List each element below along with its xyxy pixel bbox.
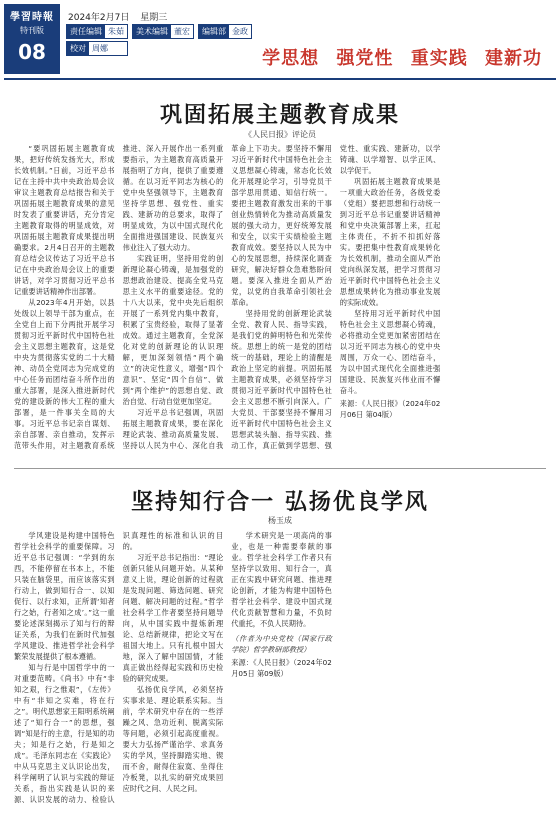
article-divider bbox=[14, 468, 546, 469]
paper-edition: 特刊版 bbox=[20, 26, 44, 35]
article2-source-note: 来源：《人民日报》（2024年02月05日 第09版） bbox=[231, 658, 332, 678]
article1-paragraph: 巩固拓展主题教育成果是一项重大政治任务，各级党委（党组）要把思想和行动统一到习近平总书记重要讲话精神和党中央决策部署上来，扛起主体责任，不折不扣抓好落实。要把集中性教育成果转化为长效机制，推动全面从严治党向纵深发展，把学习贯彻习近平新时代中国特色社会主义思想成果转化为推动事业发展的实际成效。 bbox=[339, 177, 441, 307]
article2-author-note: （作者为中央党校（国家行政学院）哲学教研部教授） bbox=[231, 634, 332, 654]
slogan-item: 强党性 bbox=[336, 48, 394, 69]
editor-role: 美术编辑 bbox=[133, 25, 171, 38]
article1-title: 巩固拓展主题教育成果 bbox=[159, 102, 400, 128]
header-divider bbox=[4, 78, 556, 80]
issue-date-line bbox=[68, 10, 175, 23]
editor-role: 编辑部 bbox=[199, 25, 229, 38]
editor-role: 责任编辑 bbox=[67, 25, 105, 38]
article2-paragraph: 学风建设是构建中国特色哲学社会科学的重要保障。习近平总书记强调：“学到的东西，不能停留在书本上，不能只装在脑袋里，而应该落实到行动上，做到知行合一、以知促行、以行求知，正所谓‘知者行之始，行者知之成’。”这一重要论述深刻揭示了知与行的辩证关系，为我们在新时代加强学风建设、推进哲学社会科学繁荣发展提供了根本遵循。 bbox=[14, 531, 115, 661]
article2-paragraph: 知与行是中国哲学中的一对重要范畴。《尚书》中有“非知之艰，行之惟艰”，《左传》中有“非知之实难，将在行之”。明代思想家王阳明系统阐述了“知行合一”的思想，强调“知是行的主意，行是知的功夫；知是行之始，行是知之成”。毛泽东同志在《实践论》中从马克思主义认识论出发，科学阐明了认识与实践的辩证关系，指出实践是认识的来源、认识发展的动力、检验认识真理性的标准和认识的目的。 bbox=[14, 531, 224, 804]
editor-credit bbox=[132, 24, 194, 39]
issue-date: 2024年2月7日 bbox=[68, 13, 130, 23]
page-slogan bbox=[252, 44, 542, 70]
article1-paragraph: 实践证明，坚持用党的创新理论凝心铸魂，是加强党的思想政治建设、提高全党马克思主义水平的重要途径。党的十八大以来，党中央先后组织开展了一系列党内集中教育，积累了宝贵经验，取得了显著成效。通过主题教育，全党深化对党的创新理论的认识理解，更加深刻领悟“两个确立”的决定性意义，增强“四个意识”、坚定“四个自信”、做到“两个维护”的思想自觉、政治自觉、行动自觉更加坚定。 bbox=[122, 254, 224, 406]
article1-paragraph: 坚持用习近平新时代中国特色社会主义思想凝心铸魂，必将推动全党更加紧密团结在以习近平同志为核心的党中央周围，万众一心、团结奋斗，为以中国式现代化全面推进强国建设、民族复兴伟业而不懈奋斗。 bbox=[339, 309, 441, 395]
editor-name: 董宏 bbox=[174, 27, 190, 36]
article2-paragraph: 习近平总书记指出：“理论创新只能从问题开始。从某种意义上说，理论创新的过程就是发现问题、筛选问题、研究问题、解决问题的过程。”哲学社会科学工作者要坚持问题导向，从中国实践中提炼新理论、总结新规律，把论文写在祖国大地上。只有扎根中国大地，深入了解中国国情，才能真正做出经得起实践和历史检验的研究成果。 bbox=[122, 553, 224, 683]
editor-credit bbox=[198, 24, 252, 39]
article2-title: 坚持知行合一 弘扬优良学风 bbox=[131, 489, 429, 515]
article2-body bbox=[14, 530, 549, 810]
editor-role: 校对 bbox=[67, 42, 89, 55]
slogan-item: 重实践 bbox=[410, 48, 468, 69]
article1-paragraph: 坚持用党的创新理论武装全党、教育人民、指导实践，是我们党的鲜明特色和光荣传统。思想上的统一是党的团结统一的基础，理论上的清醒是政治上坚定的前提。巩固拓展主题教育成果，必须坚持学习贯彻习近平新时代中国特色社会主义思想不断引向深入。广大党员、干部要坚持不懈用习近平新时代中国特色社会主义思想武装头脑、指导实践、推动工作，真正做到学思想、强党性、重实践、建新功，以学铸魂、以学增智、以学正风、以学促干。 bbox=[231, 144, 441, 450]
article1-source-note: 来源：《人民日报》（2024年02月06日 第04版） bbox=[339, 399, 441, 419]
page-number: 08 bbox=[18, 40, 46, 64]
article1-body bbox=[14, 143, 549, 461]
article1-source: 《人民日报》评论员 bbox=[244, 130, 316, 139]
article1-paragraph: “要巩固拓展主题教育成果，把好传统发扬光大，形成长效机制。”日前，习近平总书记在主持中共中央政治局会议审议主题教育总结报告和关于巩固拓展主题教育成果的意见时发表了重要讲话，充分肯定主题教育取得的明显成效，对巩固拓展主题教育成果提出明确要求。2月4日召开的主题教育总结会议传达了习近平总书记在中央政治局会议上的重要讲话，对学习贯彻习近平总书记重要讲话精神作出部署。 bbox=[14, 144, 115, 296]
article2-author: 杨玉成 bbox=[268, 516, 292, 525]
editor-credit bbox=[66, 24, 128, 39]
article2-paragraph: 弘扬优良学风，必须坚持实事求是、理论联系实际。当前，学术研究中存在的一些浮躁之风、急功近利、脱离实际等问题，必须引起高度重视。要大力弘扬严谨治学、求真务实的学风，坚持脚踏实地、锲而不舍，耐得住寂寞、坐得住冷板凳，以扎实的研究成果回应时代之问、人民之问。 bbox=[122, 685, 224, 793]
paper-name: 學習時報 bbox=[10, 12, 54, 23]
editor-name: 周娜 bbox=[92, 44, 108, 53]
masthead bbox=[0, 0, 560, 78]
slogan-item: 学思想 bbox=[262, 48, 320, 69]
article1-paragraph: 习近平总书记强调，巩固拓展主题教育成果，要在深化理论武装、推动高质量发展、坚持以人民为中心、深化自我革命上下功夫。要坚持不懈用习近平新时代中国特色社会主义思想凝心铸魂，常态化长效化开展理论学习，引导党员干部学思用贯通、知信行统一。要把主题教育激发出来的干事创业热情转化为推动高质量发展的强大动力，更好统筹发展和安全，以实干实绩检验主题教育成效。要坚持以人民为中心的发展思想，持续深化调查研究，解决好群众急难愁盼问题。要深入推进全面从严治党，以党的自我革命引领社会革命。 bbox=[122, 144, 332, 450]
issue-weekday: 星期三 bbox=[140, 13, 168, 23]
article2-paragraph: 学术研究是一项高尚的事业，也是一种需要奉献的事业。哲学社会科学工作者只有坚持学以致用、知行合一，真正在实践中研究问题、推进理论创新，才能为构建中国特色哲学社会科学、建设中国式现代化贡献智慧和力量，不负时代重托，不负人民期待。 bbox=[231, 531, 332, 628]
editor-name: 金政 bbox=[232, 27, 248, 36]
slogan-item: 建新功 bbox=[485, 48, 542, 69]
editor-credits bbox=[66, 24, 252, 56]
article1-paragraph: 从2023年4月开始，以县处级以上领导干部为重点，在全党自上而下分两批开展学习贯彻习近平新时代中国特色社会主义思想主题教育，这是党中央为贯彻落实党的二十大精神、动员全党同志为完成党的中心任务而团结奋斗所作出的重大部署，是深入推进新时代党的建设新的伟大工程的重大部署，是一件事关全局的大事。习近平总书记亲自谋划、亲自部署、亲自推动，发挥示范带头作用，对主题教育系统推进、深入开展作出一系列重要指示，为主题教育高质量开展指明了方向，提供了重要遵循。在以习近平同志为核心的党中央坚强领导下，主题教育坚持学思想、强党性、重实践、建新功的总要求，取得了明显成效，为以中国式现代化全面推进强国建设、民族复兴伟业注入了强大动力。 bbox=[14, 144, 224, 450]
editor-name: 朱茹 bbox=[108, 27, 124, 36]
editor-credit bbox=[66, 41, 128, 56]
newspaper-logo bbox=[4, 4, 60, 74]
